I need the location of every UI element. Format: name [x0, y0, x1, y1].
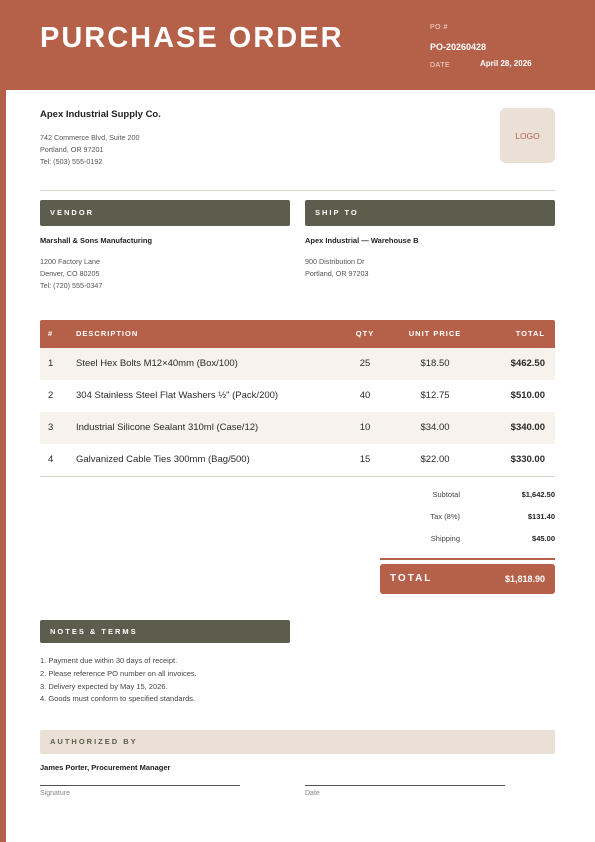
company-address-line-1: 742 Commerce Blvd, Suite 200: [40, 133, 140, 142]
company-address-line-2: Portland, OR 97201: [40, 145, 104, 154]
table-row: [40, 412, 555, 444]
vendor-phone: Tel: (720) 555-0347: [40, 281, 103, 290]
ship-to-address-line-2: Portland, OR 97203: [305, 269, 369, 278]
row-qty: 10: [359, 422, 371, 433]
row-number: 3: [48, 422, 54, 433]
vendor-address-line-1: 1200 Factory Lane: [40, 257, 100, 266]
shipping-value: $45.00: [532, 534, 555, 543]
row-qty: 25: [359, 358, 371, 369]
note-item: 4. Goods must conform to specified standards.: [40, 694, 196, 703]
po-number: PO-20260428: [430, 42, 487, 52]
ship-to-name: Apex Industrial — Warehouse B: [305, 236, 419, 245]
total-value: $1,818.90: [504, 574, 545, 584]
column-header-unit-price: UNIT PRICE: [408, 329, 462, 338]
date-line: [305, 785, 505, 786]
signature-label: Signature: [40, 790, 70, 797]
page-title: PURCHASE ORDER: [40, 22, 344, 54]
row-total: $330.00: [510, 454, 545, 465]
note-item: 1. Payment due within 30 days of receipt.: [40, 656, 178, 665]
total-rule: [380, 558, 555, 560]
shipping-label: Shipping: [430, 534, 460, 543]
subtotal-label: Subtotal: [432, 490, 460, 499]
table-row: [40, 380, 555, 412]
date-label: DATE: [430, 62, 451, 69]
company-name: Apex Industrial Supply Co.: [40, 109, 161, 120]
items-table-header: [40, 320, 555, 348]
row-qty: 40: [359, 390, 371, 401]
notes-heading: NOTES & TERMS: [40, 620, 290, 643]
vendor-name: Marshall & Sons Manufacturing: [40, 236, 153, 245]
table-row: [40, 348, 555, 380]
column-header-description: DESCRIPTION: [76, 329, 139, 338]
row-description: Galvanized Cable Ties 300mm (Bag/500): [76, 454, 250, 465]
logo-text: LOGO: [515, 130, 540, 141]
column-header-number: #: [48, 329, 54, 338]
row-number: 2: [48, 390, 54, 401]
row-description: 304 Stainless Steel Flat Washers ½" (Pack/200): [76, 390, 279, 401]
table-bottom-rule: [40, 476, 555, 477]
row-number: 1: [48, 358, 54, 369]
note-item: 3. Delivery expected by May 15, 2026.: [40, 682, 168, 691]
row-number: 4: [48, 454, 54, 465]
total-label: TOTAL: [390, 573, 433, 584]
column-header-qty: QTY: [355, 329, 375, 338]
row-unit-price: $18.50: [420, 358, 450, 369]
row-total: $462.50: [510, 358, 545, 369]
company-phone: Tel: (503) 555-0192: [40, 157, 103, 166]
row-description: Industrial Silicone Sealant 310ml (Case/12): [76, 422, 259, 433]
row-unit-price: $12.75: [420, 390, 450, 401]
ship-to-address-line-1: 900 Distribution Dr: [305, 257, 365, 266]
column-header-total: TOTAL: [515, 329, 545, 338]
vendor-heading: VENDOR: [40, 200, 290, 226]
total-box: [380, 564, 555, 594]
ship-to-heading: SHIP TO: [305, 200, 555, 226]
subtotal-value: $1,642.50: [521, 490, 555, 499]
table-row: [40, 444, 555, 476]
divider: [40, 190, 555, 191]
row-qty: 15: [359, 454, 371, 465]
header-band: [0, 0, 595, 90]
signature-line: [40, 785, 240, 786]
tax-label: Tax (8%): [430, 512, 460, 521]
row-total: $340.00: [510, 422, 545, 433]
row-unit-price: $34.00: [420, 422, 450, 433]
authorized-by-heading: AUTHORIZED BY: [40, 730, 555, 754]
row-description: Steel Hex Bolts M12×40mm (Box/100): [76, 358, 238, 369]
logo-placeholder: [500, 108, 555, 163]
tax-value: $131.40: [527, 512, 555, 521]
order-date: April 28, 2026: [480, 59, 532, 68]
po-number-label: PO #: [430, 24, 448, 31]
signer-name: James Porter, Procurement Manager: [40, 763, 171, 772]
note-item: 2. Please reference PO number on all invoices.: [40, 669, 197, 678]
vendor-address-line-2: Denver, CO 80205: [40, 269, 100, 278]
row-total: $510.00: [510, 390, 545, 401]
signature-date-label: Date: [305, 790, 320, 797]
left-accent-bar: [0, 0, 6, 842]
row-unit-price: $22.00: [420, 454, 450, 465]
